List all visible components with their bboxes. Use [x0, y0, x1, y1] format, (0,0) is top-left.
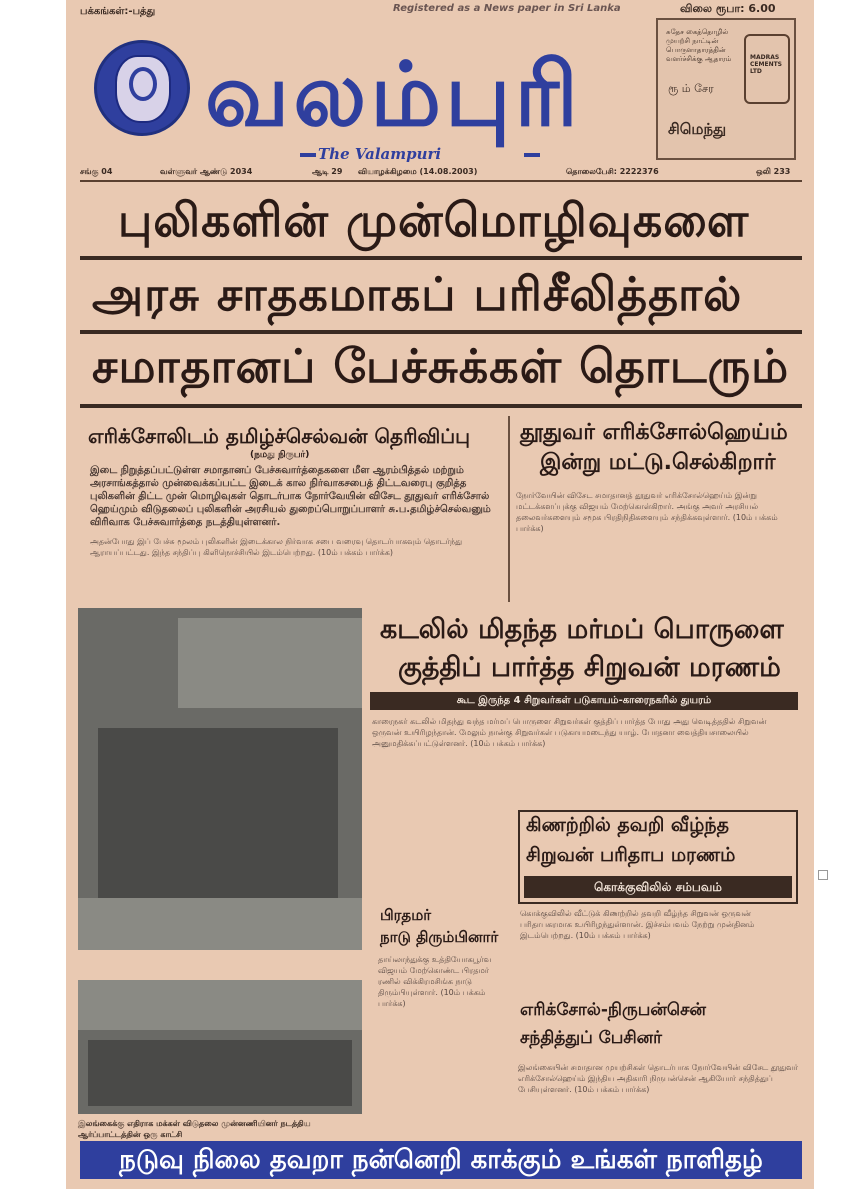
- tamil-month: ஆடி 29: [312, 167, 343, 176]
- masthead-title: வலம்புரி: [205, 42, 582, 146]
- footer-slogan: நடுவு நிலை தவறா நன்னெறி காக்கும் உங்கள் நாளிதழ்: [80, 1141, 802, 1179]
- story1-lead: இடை நிறுத்தப்பட்டுள்ள சமாதானப் பேச்சுவார்த்தைகளை மீள ஆரம்பித்தல் மற்றும் அரசாங்கத்தால் முன்வைக்கப்பட்ட இடைக் கால நிர்வாகசபைத் திட்டவரைபு குறித்த புலிகளின் திட்ட முன் மொழிவுகள் தொடர்பாக நோர்வேயின் விசேட தூதுவர் எரிக்சோல் ஹெய்மும் விடுதலைப் புலிகளின் அரசியல் துறைப்பொறுப்பாளர் சு.ப.தமிழ்ச்செல்வனும் விரிவாக பேச்சுவார்த்தை நடத்தியுள்ளனர்.: [90, 465, 491, 528]
- volume-number: சங்கு 04: [80, 167, 113, 176]
- main-headline-line2: அரசு சாதகமாகப் பரிசீலித்தால்: [92, 267, 743, 321]
- main-headline-line3: சமாதானப் பேச்சுக்கள் தொடரும்: [92, 339, 790, 393]
- headline-divider: [80, 404, 802, 408]
- story3-headline-line2: குத்திப் பார்த்த சிறுவன் மரணம்: [398, 652, 781, 683]
- english-title: The Valampuri: [318, 145, 442, 163]
- story4-body: கொக்குவிலில் வீட்டுக் கிணற்றில் தவறி வீழ்ந்த சிறுவன் ஒருவன் பரிதாபகரமாக உயிரிழந்துள்ளான். இச்சம்பவம் நேற்று முன்தினம் இடம்பெற்றது. (10ம் பக்கம் பார்க்க): [520, 909, 755, 940]
- headline-divider: [80, 256, 802, 260]
- ad-brand: சிமெந்து: [668, 120, 727, 138]
- conch-emblem-logo: [94, 40, 190, 136]
- story1-byline: (நமது நிருபர்): [250, 450, 310, 460]
- cement-advertisement: [656, 18, 796, 160]
- story5-headline-line2: நாடு திரும்பினார்: [380, 928, 499, 946]
- ad-sample-text: ரூ ம் சேர: [668, 82, 714, 95]
- story4-headline-line1: கிணற்றில் தவறி வீழ்ந்த: [526, 814, 729, 836]
- ad-emblem-text: MADRAS CEMENTS LTD: [750, 54, 783, 75]
- headline-divider: [80, 330, 802, 334]
- cement-emblem-icon: [744, 34, 790, 104]
- story6-headline-line2: சந்தித்துப் பேசினர்: [520, 1028, 663, 1048]
- dateline-divider: [80, 180, 802, 182]
- english-title-strip: [300, 145, 540, 165]
- story3-body: காரைநகர் கடலில் மிதந்து வந்த மர்மப் பொருளை சிறுவர்கள் குத்திப் பார்த்த போது அது வெடித்ததில் சிறுவன் ஒருவன் உயிரிழந்தான். மேலும் நான்கு சிறுவர்கள் படுகாயமடைந்து யாழ். போதனா வைத்தியசாலையில் அனுமதிக்கப்பட்டுள்ளனர். (10ம் பக்கம் பார்க்க): [372, 717, 767, 748]
- story3-banner: கூட இருந்த 4 சிறுவர்கள் படுகாயம்-காரைநகரில் துயரம்: [370, 692, 798, 710]
- story3-headline-line1: கடலில் மிதந்த மர்மப் பொருளை: [380, 614, 784, 645]
- registration-note: Registered as a News paper in Sri Lanka: [393, 3, 621, 14]
- photo-caption: இலங்கைக்கு எதிராக மக்கள் விடுதலை முன்னணியினர் நடத்திய ஆர்ப்பாட்டத்தின் ஒரு காட்சி: [78, 1119, 311, 1139]
- scan-registration-mark: [818, 870, 828, 880]
- story5-body: தாய்லாந்துக்கு உத்தியோகபூர்வ விஜயம் மேற்கொண்ட பிரதமர் ரணில் விக்கிரமசிங்க நாடு திரும்பியுள்ளார். (10ம் பக்கம் பார்க்க): [378, 955, 492, 1008]
- story1-body: அதன்போது இப் பேச்சு மூலம் புலிகளின் இடைக்கால நிர்வாக சபை வரைவு தொடர்பாகவும் தொடர்ந்து ஆராயப்பட்டது. இந்த சந்திப்பு கிளிநொச்சியில் இடம்பெற்றது. (10ம் பக்கம் பார்க்க): [90, 537, 463, 557]
- main-headline-line1: புலிகளின் முன்மொழிவுகளை: [118, 193, 750, 247]
- story2-headline-line1: தூதுவர் எரிக்சோல்ஹெய்ம்: [520, 420, 788, 445]
- ad-tagline: சுதேச கைத்தொழில் முயற்சி நாட்டின் பொருளாதாரத்தின் வளர்ச்சிக்கு ஆதாரம்: [666, 28, 732, 63]
- issue-number: ஒலி 233: [756, 167, 791, 176]
- issue-date: வியாழக்கிழமை (14.08.2003): [358, 167, 478, 176]
- conch-shell-icon: [115, 55, 171, 123]
- story4-banner: கொக்குவிலில் சம்பவம்: [524, 876, 792, 898]
- story6-body: இலங்கையின் சமாதான முயற்சிகள் தொடர்பாக நோர்வேயின் விசேட தூதுவர் எரிக்சோல்ஹெய்ம் இந்திய அதிகாரி நிருபன்சென் ஆகியோர் சந்தித்துப் பேசியுள்ளனர். (10ம் பக்கம் பார்க்க): [518, 1063, 798, 1094]
- protest-photo: [78, 608, 362, 950]
- page-count: பக்கங்கள்:-பத்து: [80, 6, 156, 17]
- story2-headline-line2: இன்று மட்டு.செல்கிறார்: [540, 450, 776, 475]
- phone-number: தொலைபேசி: 2222376: [566, 167, 659, 176]
- rally-photo: [78, 980, 362, 1114]
- price-label: விலை ரூபா: 6.00: [680, 2, 776, 15]
- dateline: [80, 166, 802, 178]
- story1-headline: எரிக்சோலிடம் தமிழ்ச்செல்வன் தெரிவிப்பு: [88, 424, 470, 448]
- story4-headline-line2: சிறுவன் பரிதாப மரணம்: [526, 844, 736, 866]
- story6-headline-line1: எரிக்சோல்-நிருபன்சென்: [520, 1000, 707, 1020]
- story5-headline-line1: பிரதமர்: [380, 906, 432, 924]
- thiruvalluvar-year: வள்ளுவர் ஆண்டு 2034: [160, 167, 253, 176]
- story2-body: நோர்வேயின் விசேட சமாதானத் தூதுவர் எரிக்சோல்ஹெய்ம் இன்று மட்டக்களப்புக்கு விஜயம் மேற்கொள்கிறார். அங்கு அவர் அரசியல் தலைவர்களையும் சமூக பிரதிநிதிகளையும் சந்திக்கவுள்ளார். (10ம் பக்கம் பார்க்க): [516, 491, 778, 533]
- column-divider: [508, 416, 510, 602]
